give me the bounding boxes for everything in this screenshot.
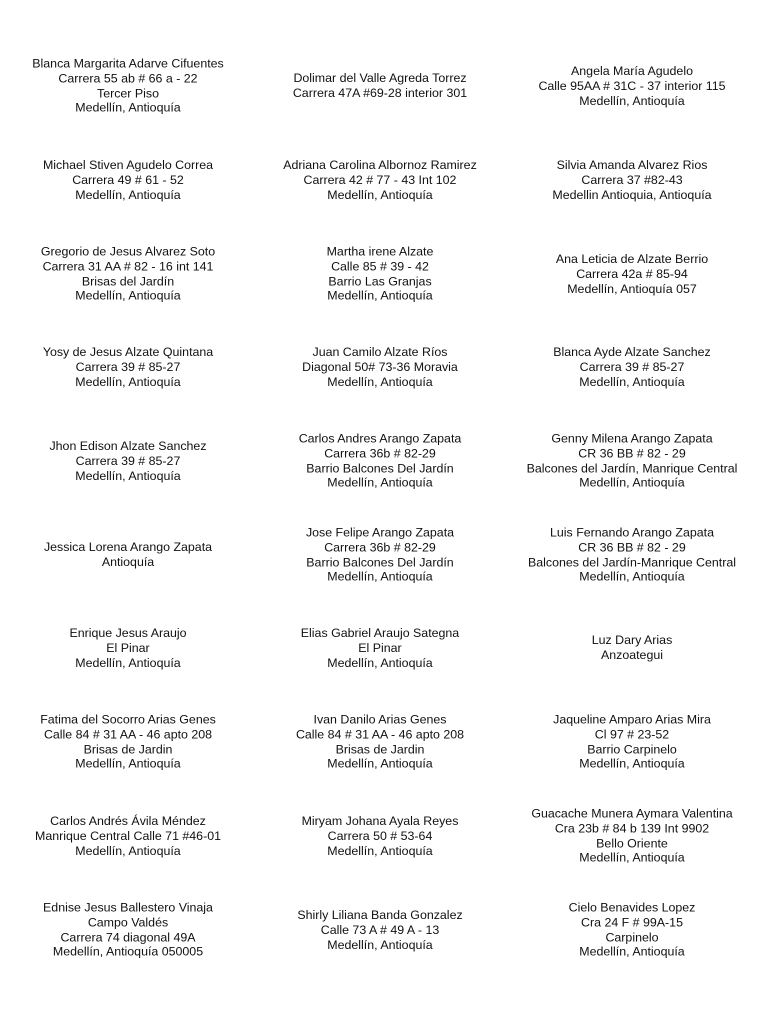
- address-line: Carrera 47A #69-28 interior 301: [292, 86, 468, 100]
- address-label: [252, 908, 508, 952]
- address-line: Carrera 42a # 85-94: [576, 266, 688, 281]
- address-line: Barrio Balcones Del Jardín: [306, 555, 454, 569]
- address-line: Brisas de Jardin: [83, 742, 173, 756]
- address-line: Tercer Piso: [97, 86, 159, 100]
- address-label: [504, 806, 760, 865]
- address-line: Medellín, Antioquía: [75, 468, 181, 483]
- address-label: [0, 900, 256, 959]
- address-line: Barrio Las Granjas: [328, 274, 432, 288]
- address-line: Calle 84 # 31 AA - 46 apto 208: [295, 727, 465, 742]
- recipient-name: Enrique Jesus Araujo: [69, 625, 187, 640]
- address-label: [504, 525, 760, 584]
- address-line: Balcones del Jardín-Manrique Central: [528, 555, 736, 569]
- address-line: Brisas del Jardín: [81, 274, 175, 288]
- recipient-name: Blanca Margarita Adarve Cifuentes: [32, 56, 224, 71]
- address-line: Carrera 74 diagonal 49A: [60, 930, 196, 944]
- address-line: El Pinar: [106, 640, 150, 655]
- recipient-name: Ednise Jesus Ballestero Vinaja: [43, 900, 213, 915]
- address-label: [0, 345, 256, 389]
- recipient-name: Jessica Lorena Arango Zapata: [43, 540, 213, 555]
- address-label: [0, 712, 256, 771]
- recipient-name: Elias Gabriel Araujo Sategna: [300, 625, 460, 640]
- address-line: Carrera 50 # 53-64: [327, 828, 433, 843]
- address-line: Medellín, Antioquía: [579, 756, 685, 771]
- address-line: Medellín, Antioquía: [327, 655, 433, 670]
- recipient-name: Cielo Benavides Lopez: [568, 900, 696, 915]
- address-line: Medellín, Antioquía 057: [567, 281, 697, 296]
- recipient-name: Carlos Andrés Ávila Méndez: [50, 813, 206, 828]
- address-label: [252, 626, 508, 670]
- recipient-name: Jaqueline Amparo Arias Mira: [553, 712, 711, 727]
- recipient-name: Luis Fernando Arango Zapata: [550, 525, 714, 540]
- address-label: [252, 158, 508, 202]
- address-label: [252, 525, 508, 584]
- recipient-name: Genny Milena Arango Zapata: [551, 431, 713, 446]
- address-line: Medellín, Antioquía 050005: [52, 944, 204, 959]
- address-line: Carrera 31 AA # 82 - 16 int 141: [42, 259, 214, 274]
- recipient-name: Angela María Agudelo: [571, 63, 693, 78]
- address-line: CR 36 BB # 82 - 29: [578, 540, 686, 555]
- address-line: Medellín, Antioquía: [75, 187, 181, 202]
- address-line: Calle 84 # 31 AA - 46 apto 208: [43, 727, 213, 742]
- address-line: Medellín, Antioquía: [579, 93, 685, 108]
- address-line: Medellín, Antioquía: [579, 475, 685, 490]
- recipient-name: Yosy de Jesus Alzate Quintana: [42, 344, 214, 359]
- address-line: Medellín, Antioquía: [75, 843, 181, 858]
- recipient-name: Fatima del Socorro Arias Genes: [40, 712, 216, 727]
- address-line: Medellín, Antioquía: [327, 374, 433, 389]
- address-line: Carrera 42 # 77 - 43 Int 102: [303, 172, 457, 187]
- address-label: [252, 431, 508, 490]
- address-label: [504, 712, 760, 771]
- address-label: [504, 345, 760, 389]
- recipient-name: Blanca Ayde Alzate Sanchez: [553, 344, 711, 359]
- address-line: Carrera 36b # 82-29: [324, 446, 436, 461]
- recipient-name: Jhon Edison Alzate Sanchez: [49, 438, 207, 453]
- address-line: Cra 24 F # 99A-15: [581, 915, 683, 930]
- address-line: Carrera 39 # 85-27: [579, 359, 685, 374]
- address-line: Medellín, Antioquía: [75, 655, 181, 670]
- address-label: [0, 244, 256, 303]
- address-label: [252, 712, 508, 771]
- address-line: Carrera 39 # 85-27: [75, 359, 181, 374]
- address-label: [252, 345, 508, 389]
- address-line: Campo Valdés: [87, 915, 169, 930]
- address-line: Calle 85 # 39 - 42: [331, 259, 429, 274]
- address-label: [504, 633, 760, 663]
- recipient-name: Juan Camilo Alzate Ríos: [312, 344, 448, 359]
- address-label: [252, 71, 508, 101]
- address-label: [504, 431, 760, 490]
- recipient-name: Luz Dary Arias: [591, 633, 673, 648]
- address-label: [0, 158, 256, 202]
- address-line: Calle 95AA # 31C - 37 interior 115: [538, 78, 726, 93]
- address-label: [0, 814, 256, 858]
- address-label: [504, 252, 760, 296]
- address-line: Cra 23b # 84 b 139 Int 9902: [554, 821, 710, 836]
- address-line: Carpinelo: [605, 930, 659, 944]
- recipient-name: Ivan Danilo Arias Genes: [313, 712, 447, 727]
- address-line: Medellín, Antioquía: [327, 843, 433, 858]
- address-label: [504, 158, 760, 202]
- recipient-name: Adriana Carolina Albornoz Ramirez: [283, 157, 477, 172]
- address-line: Carrera 39 # 85-27: [75, 453, 181, 468]
- recipient-name: Carlos Andres Arango Zapata: [298, 431, 462, 446]
- address-line: Brisas de Jardin: [335, 742, 425, 756]
- address-line: Medellín, Antioquía: [327, 756, 433, 771]
- address-line: Medellín, Antioquía: [579, 374, 685, 389]
- address-line: Carrera 36b # 82-29: [324, 540, 436, 555]
- address-label: [0, 56, 256, 115]
- address-line: Medellín, Antioquía: [579, 569, 685, 584]
- address-label: [252, 814, 508, 858]
- recipient-name: Michael Stiven Agudelo Correa: [42, 157, 214, 172]
- address-line: Medellín, Antioquía: [327, 937, 433, 952]
- address-label: [504, 900, 760, 959]
- address-label: [252, 244, 508, 303]
- address-label: [0, 439, 256, 483]
- recipient-name: Martha irene Alzate: [326, 244, 434, 259]
- address-line: Calle 73 A # 49 A - 13: [320, 922, 440, 937]
- recipient-name: Ana Leticia de Alzate Berrio: [555, 251, 709, 266]
- address-line: Diagonal 50# 73-36 Moravia: [302, 359, 458, 374]
- address-line: Medellín, Antioquía: [75, 374, 181, 389]
- recipient-name: Dolimar del Valle Agreda Torrez: [293, 71, 467, 86]
- recipient-name: Miryam Johana Ayala Reyes: [301, 813, 459, 828]
- address-line: Cl 97 # 23-52: [594, 727, 670, 742]
- address-label: [0, 540, 256, 570]
- address-line: Carrera 37 #82-43: [581, 172, 683, 187]
- address-line: Balcones del Jardín, Manrique Central: [526, 461, 738, 475]
- recipient-name: Gregorio de Jesus Alvarez Soto: [40, 244, 216, 259]
- address-line: Manrique Central Calle 71 #46-01: [35, 828, 221, 843]
- address-line: Medellín, Antioquía: [327, 288, 433, 303]
- address-line: Barrio Balcones Del Jardín: [306, 461, 454, 475]
- recipient-name: Silvia Amanda Alvarez Rios: [556, 157, 708, 172]
- address-label: [0, 626, 256, 670]
- address-line: Medellín, Antioquía: [327, 569, 433, 584]
- address-line: Medellin Antioquia, Antioquía: [552, 187, 712, 202]
- address-line: Medellín, Antioquía: [327, 187, 433, 202]
- address-line: Medellín, Antioquía: [75, 288, 181, 303]
- address-line: CR 36 BB # 82 - 29: [578, 446, 686, 461]
- address-line: Medellín, Antioquía: [75, 100, 181, 115]
- address-line: Carrera 49 # 61 - 52: [72, 172, 184, 187]
- recipient-name: Shirly Liliana Banda Gonzalez: [297, 907, 463, 922]
- address-line: Carrera 55 ab # 66 a - 22: [58, 71, 198, 86]
- address-line: Anzoategui: [600, 648, 663, 662]
- address-line: Medellín, Antioquía: [579, 944, 685, 959]
- address-line: Barrio Carpinelo: [587, 742, 677, 756]
- address-line: Medellín, Antioquía: [579, 850, 685, 865]
- address-line: Bello Oriente: [596, 836, 668, 850]
- address-line: El Pinar: [358, 640, 402, 655]
- address-line: Antioquía: [101, 555, 155, 569]
- address-label: [504, 64, 760, 108]
- recipient-name: Guacache Munera Aymara Valentina: [531, 806, 733, 821]
- recipient-name: Jose Felipe Arango Zapata: [305, 525, 455, 540]
- address-line: Medellín, Antioquía: [327, 475, 433, 490]
- address-line: Medellín, Antioquía: [75, 756, 181, 771]
